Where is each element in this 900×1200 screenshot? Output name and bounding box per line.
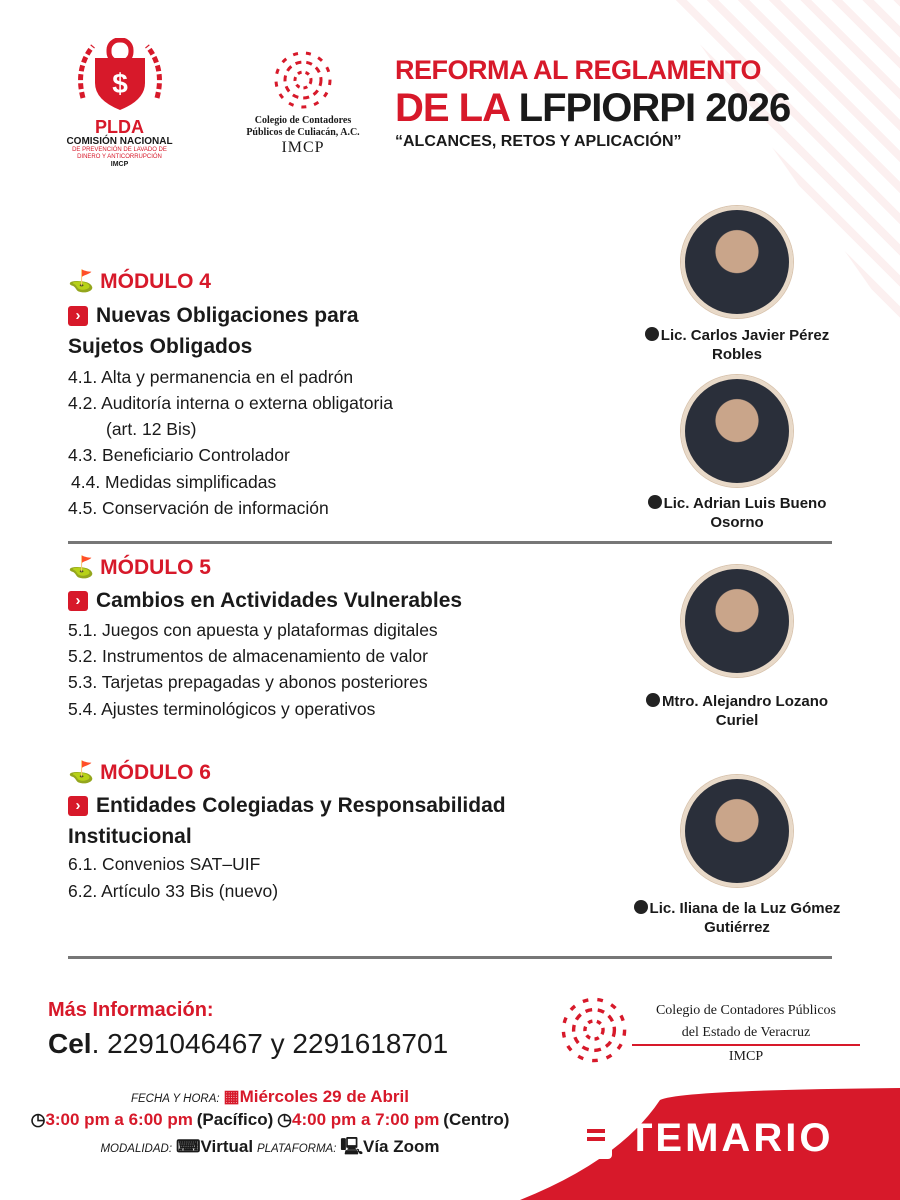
colegio-emblem-icon (273, 50, 333, 110)
time-centro: 4:00 pm a 7:00 pm (292, 1110, 440, 1129)
golf-flag-icon: ⛳ (68, 556, 95, 579)
speaker-name (607, 899, 867, 937)
zone-pacific: (Pacífico) (196, 1110, 274, 1129)
plda-acronym: PLDA (95, 117, 144, 137)
presenter-icon: ⌨ (175, 1137, 201, 1156)
module-6-title-cont: Institucional (68, 825, 192, 848)
zone-centro: (Centro) (443, 1110, 510, 1129)
speaker-photo (681, 565, 793, 677)
module-5-label (68, 556, 211, 580)
temario-label: TEMARIO (628, 1116, 834, 1160)
chevron-right-icon: › (68, 306, 88, 326)
contact-phones (48, 1028, 448, 1060)
clock-icon: ◷ (30, 1110, 46, 1129)
module-4-title (68, 300, 359, 331)
module-item: 4.3. Beneficiario Controlador (68, 445, 290, 465)
mode-value: Virtual (200, 1137, 254, 1156)
speaker-name-line1: Lic. Iliana de la Luz Gómez (649, 900, 841, 917)
event-date-row (20, 1087, 520, 1107)
time-pacific: 3:00 pm a 6:00 pm (45, 1110, 193, 1129)
speaker-photo (681, 206, 793, 318)
module-4-title-cont: Sujetos Obligados (68, 335, 253, 358)
colegio-emblem-icon (560, 996, 628, 1064)
module-item: 6.2. Artículo 33 Bis (nuevo) (68, 881, 279, 901)
platform-value: Vía Zoom (363, 1137, 440, 1156)
user-icon (634, 900, 648, 914)
module-label-text: MÓDULO 6 (100, 761, 211, 784)
speaker-name-line2: Osorno (710, 514, 764, 531)
module-title-text: Nuevas Obligaciones para (96, 304, 359, 327)
module-label-text: MÓDULO 5 (100, 556, 211, 579)
module-item: (art. 12 Bis) (106, 419, 197, 439)
title-prefix: DE LA (395, 86, 509, 130)
plda-org: IMCP (110, 161, 129, 168)
module-6-label (68, 761, 211, 785)
speaker-name-line2: Robles (711, 346, 762, 363)
temario-banner (580, 1116, 833, 1161)
speaker-photo (681, 775, 793, 887)
golf-flag-icon: ⛳ (68, 270, 95, 293)
user-icon (646, 693, 660, 707)
module-item: 4.1. Alta y permanencia en el padrón (68, 367, 354, 387)
module-item: 4.5. Conservación de información (68, 498, 329, 518)
speaker-name (607, 326, 867, 364)
mode-label: MODALIDAD: (100, 1143, 173, 1155)
platform-label: PLATAFORMA: (256, 1143, 337, 1155)
calendar-icon: ▦ (223, 1087, 240, 1106)
svg-text:$: $ (111, 68, 128, 99)
computer-icon: 🖳 (340, 1137, 363, 1156)
module-item: 5.2. Instrumentos de almacenamiento de valor (68, 646, 428, 666)
module-item: 5.4. Ajustes terminológicos y operativos (68, 699, 376, 719)
divider (68, 956, 832, 959)
module-item: 6.1. Convenios SAT–UIF (68, 854, 261, 874)
speaker-name (607, 494, 867, 532)
speaker-name-line2: Gutiérrez (704, 919, 770, 936)
title-main: LFPIORPI 2026 (518, 86, 791, 130)
plda-name: COMISIÓN NACIONAL (66, 136, 173, 147)
module-label-text: MÓDULO 4 (100, 270, 211, 293)
veracruz-line1: Colegio de Contadores Públicos (655, 1003, 837, 1018)
culiacan-line2: Públicos de Culiacán, A.C. (246, 127, 360, 138)
module-4-label (68, 270, 211, 294)
speaker-name-line1: Mtro. Alejandro Lozano (661, 693, 829, 710)
contact-phone-numbers: . 2291046467 y 2291618701 (91, 1028, 449, 1059)
culiacan-logo (238, 50, 368, 157)
event-mode-row (20, 1134, 520, 1163)
module-item: 5.3. Tarjetas prepagadas y abonos posteriores (68, 672, 428, 692)
event-time-row (20, 1110, 520, 1130)
contact-prefix: Cel (48, 1028, 92, 1059)
culiacan-line1: Colegio de Contadores (254, 115, 352, 126)
date-label: FECHA Y HORA: (130, 1093, 220, 1105)
veracruz-logo (560, 996, 860, 1066)
event-date: Miércoles 29 de Abril (239, 1087, 409, 1106)
golf-flag-icon: ⛳ (68, 761, 95, 784)
veracruz-line2: del Estado de Veracruz (632, 1022, 860, 1046)
speaker-photo (681, 375, 793, 487)
book-icon (580, 1119, 612, 1159)
plda-desc: DE PREVENCIÓN DE LAVADO DE DINERO Y ANTICORRUPCIÓN (72, 147, 167, 160)
speaker-name-line1: Lic. Carlos Javier Pérez (660, 327, 830, 344)
contact-heading: Más Información: (48, 999, 214, 1021)
chevron-right-icon: › (68, 796, 88, 816)
module-title-text: Cambios en Actividades Vulnerables (96, 589, 463, 612)
subtitle: “ALCANCES, RETOS Y APLICACIÓN” (395, 133, 682, 150)
module-item: 4.4. Medidas simplificadas (71, 472, 277, 492)
speaker-name-line1: Lic. Adrian Luis Bueno (663, 495, 827, 512)
divider (68, 541, 832, 544)
speaker-name-line2: Curiel (715, 712, 759, 729)
shield-lock-icon (75, 38, 165, 113)
veracruz-org: IMCP (728, 1049, 764, 1064)
title-line1: REFORMA AL REGLAMENTO (395, 55, 761, 85)
title-line2 (395, 86, 790, 131)
module-item: 4.2. Auditoría interna o externa obligatoria (68, 393, 393, 413)
module-5-title (68, 585, 462, 616)
module-title-text: Entidades Colegiadas y Responsabilidad (96, 794, 506, 817)
plda-logo (62, 38, 177, 168)
chevron-right-icon: › (68, 591, 88, 611)
user-icon (645, 327, 659, 341)
module-item: 5.1. Juegos con apuesta y plataformas digitales (68, 620, 438, 640)
user-icon (648, 495, 662, 509)
speaker-name (607, 692, 867, 730)
module-6-title (68, 790, 506, 821)
clock-icon: ◷ (277, 1110, 292, 1129)
culiacan-org: IMCP (281, 139, 325, 156)
